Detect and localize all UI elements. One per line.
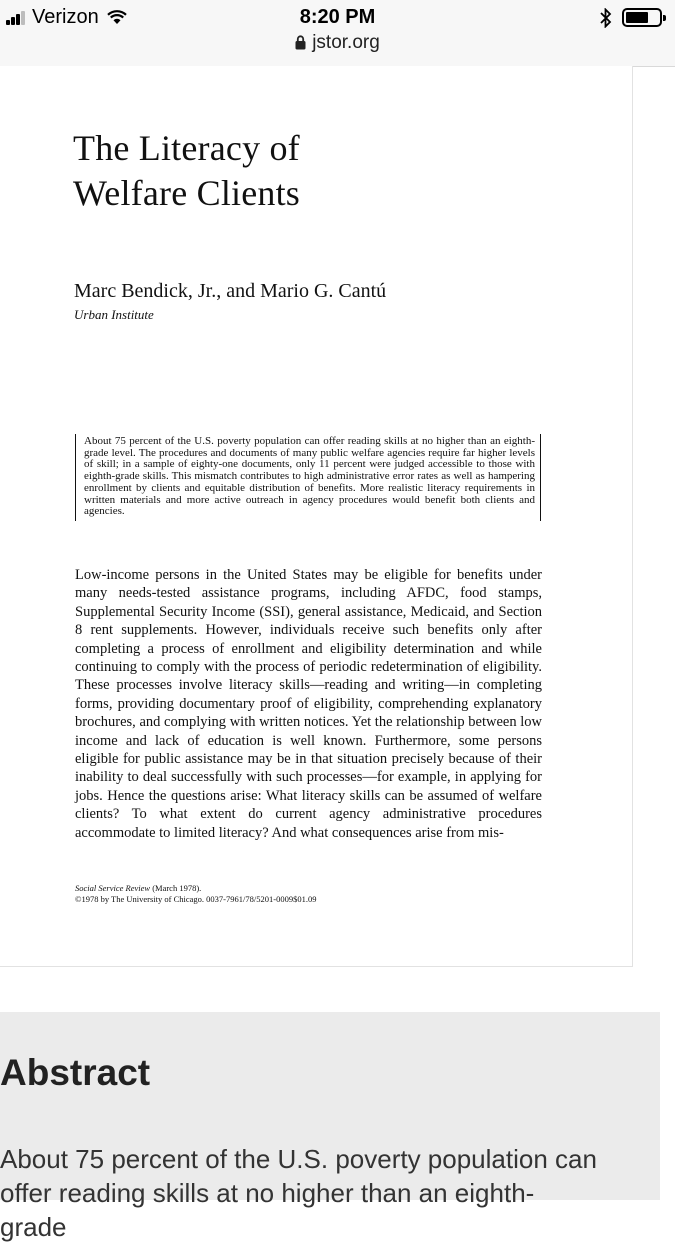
article-abstract-box: About 75 percent of the U.S. poverty population can offer reading skills at no higher than an eighth-grade level. The procedures and documents of many public welfare agencies require far higher levels of skill; in a sample of eighty-one documents, only 11 percent were judged accessible to those with eighth-grade skills. This mismatch contributes to high administrative error rates as well as hampering enrollment by clients and equitable distribution of benefits. More realistic literacy requirements in written materials and more active outreach in agency procedures would benefit both clients and agencies. <box>75 434 541 521</box>
scanned-article-page <box>0 66 633 967</box>
battery-icon <box>622 8 662 27</box>
article-title-line-2: Welfare Clients <box>73 173 301 213</box>
status-bar <box>0 0 675 67</box>
address-bar[interactable] <box>0 32 675 54</box>
lock-icon <box>295 35 306 50</box>
footnote-journal: Social Service Review <box>75 883 151 893</box>
footnote-date: (March 1978). <box>150 883 202 893</box>
bluetooth-icon <box>600 8 612 28</box>
carrier-name: Verizon <box>32 6 99 28</box>
author-institution: Urban Institute <box>74 307 154 322</box>
clock: 8:20 PM <box>299 6 376 28</box>
abstract-heading: Abstract <box>0 1052 151 1093</box>
article-body: Low-income persons in the United States may be eligible for benefits under many needs-tested assistance programs, including AFDC, food stamps, Supplemental Security Income (SSI), general assistance, Medicaid, and Section 8 rent supplements. However, individuals receive such benefits only after completing a process of enrollment and eligibility determination and while continuing to comply with the process of periodic redetermination of eligibility. These processes involve literacy skills—reading and writing—in completing forms, providing documentary proof of eligibility, comprehending explanatory brochures, and complying with written notices. Yet the relationship between low income and lack of education is well known. Furthermore, some persons eligible for public assistance may be in that situation precisely because of their inability to deal successfully with such processes—for example, in applying for jobs. Hence the questions arise: What literacy skills can be assumed of welfare clients? To what extent do current agency administrative procedures accommodate to limited literacy? And what consequences arise from mis- <box>75 567 542 841</box>
article-authors: Marc Bendick, Jr., and Mario G. Cantú <box>74 280 387 302</box>
article-title <box>73 126 300 216</box>
abstract-section <box>0 1012 660 1242</box>
article-title-line-1: The Literacy of <box>73 128 300 168</box>
url-text: jstor.org <box>312 32 380 53</box>
abstract-text: About 75 percent of the U.S. poverty population can offer reading skills at no higher than an eighth-grade <box>0 1144 597 1242</box>
footnote-copyright: ©1978 by The University of Chicago. 0037-7961/78/5201-0009$01.09 <box>75 894 317 904</box>
article-footnote <box>75 883 545 905</box>
